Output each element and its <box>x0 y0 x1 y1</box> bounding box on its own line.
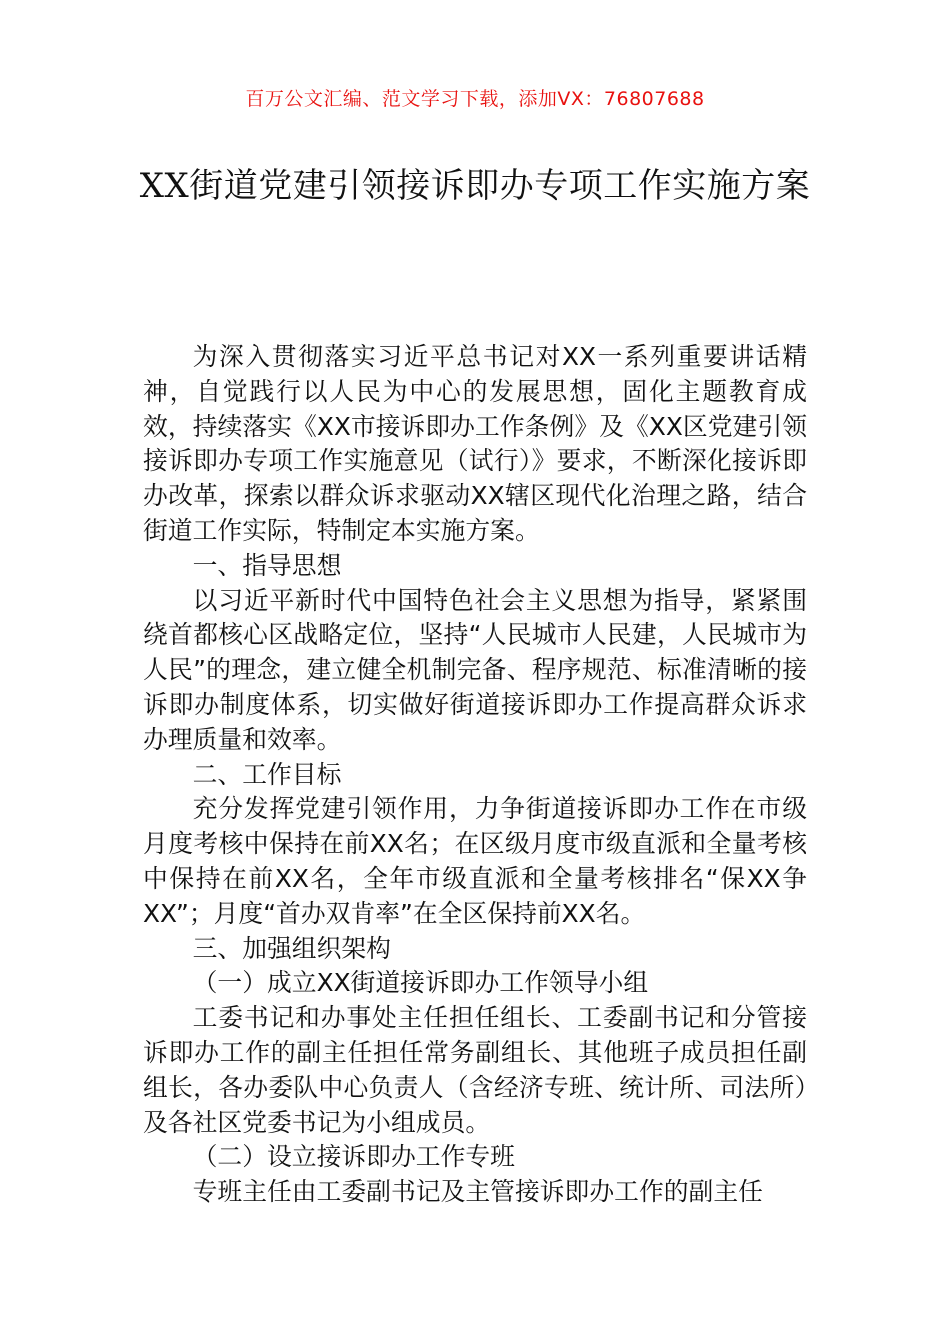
section-heading-organization: 三、加强组织架构 <box>192 933 391 963</box>
task-force-paragraph: 专班主任由工委副书记及主管接诉即办工作的副主任 <box>192 1177 763 1207</box>
document-body <box>143 340 807 1210</box>
subsection-heading-task-force: （二）设立接诉即办工作专班 <box>192 1142 515 1172</box>
document-title: XX街道党建引领接诉即办专项工作实施方案 <box>139 166 811 206</box>
leading-group-paragraph: 工委书记和办事处主任担任组长、工委副书记和分管接诉即办工作的副主任担任常务副组长、其他班子成员担任副组长，各办委队中心负责人（含经济专班、统计所、司法所）及各社区党委书记为小组成员。 <box>143 1003 807 1137</box>
section-heading-guiding-thought: 一、指导思想 <box>192 550 342 580</box>
subsection-heading-leading-group: （一）成立XX街道接诉即办工作领导小组 <box>192 968 649 998</box>
watermark-banner: 百万公文汇编、范文学习下载，添加VX：76807688 <box>245 88 705 110</box>
guiding-thought-paragraph: 以习近平新时代中国特色社会主义思想为指导，紧紧围绕首都核心区战略定位，坚持“人民城市人民建，人民城市为人民”的理念，建立健全机制完备、程序规范、标准清晰的接诉即办制度体系，切实做好街道接诉即办工作提高群众诉求办理质量和效率。 <box>143 585 807 754</box>
section-heading-work-goals: 二、工作目标 <box>192 759 342 789</box>
intro-paragraph: 为深入贯彻落实习近平总书记对XX一系列重要讲话精神，自觉践行以人民为中心的发展思想，固化主题教育成效，持续落实《XX市接诉即办工作条例》及《XX区党建引领接诉即办专项工作实施意见（试行）》要求，不断深化接诉即办改革，探索以群众诉求驱动XX辖区现代化治理之路，结合街道工作实际，特制定本实施方案。 <box>143 342 807 545</box>
work-goals-paragraph: 充分发挥党建引领作用，力争街道接诉即办工作在市级月度考核中保持在前XX名；在区级月度市级直派和全量考核中保持在前XX名，全年市级直派和全量考核排名“保XX争XX”；月度“首办双肯率”在全区保持前XX名。 <box>143 794 807 928</box>
